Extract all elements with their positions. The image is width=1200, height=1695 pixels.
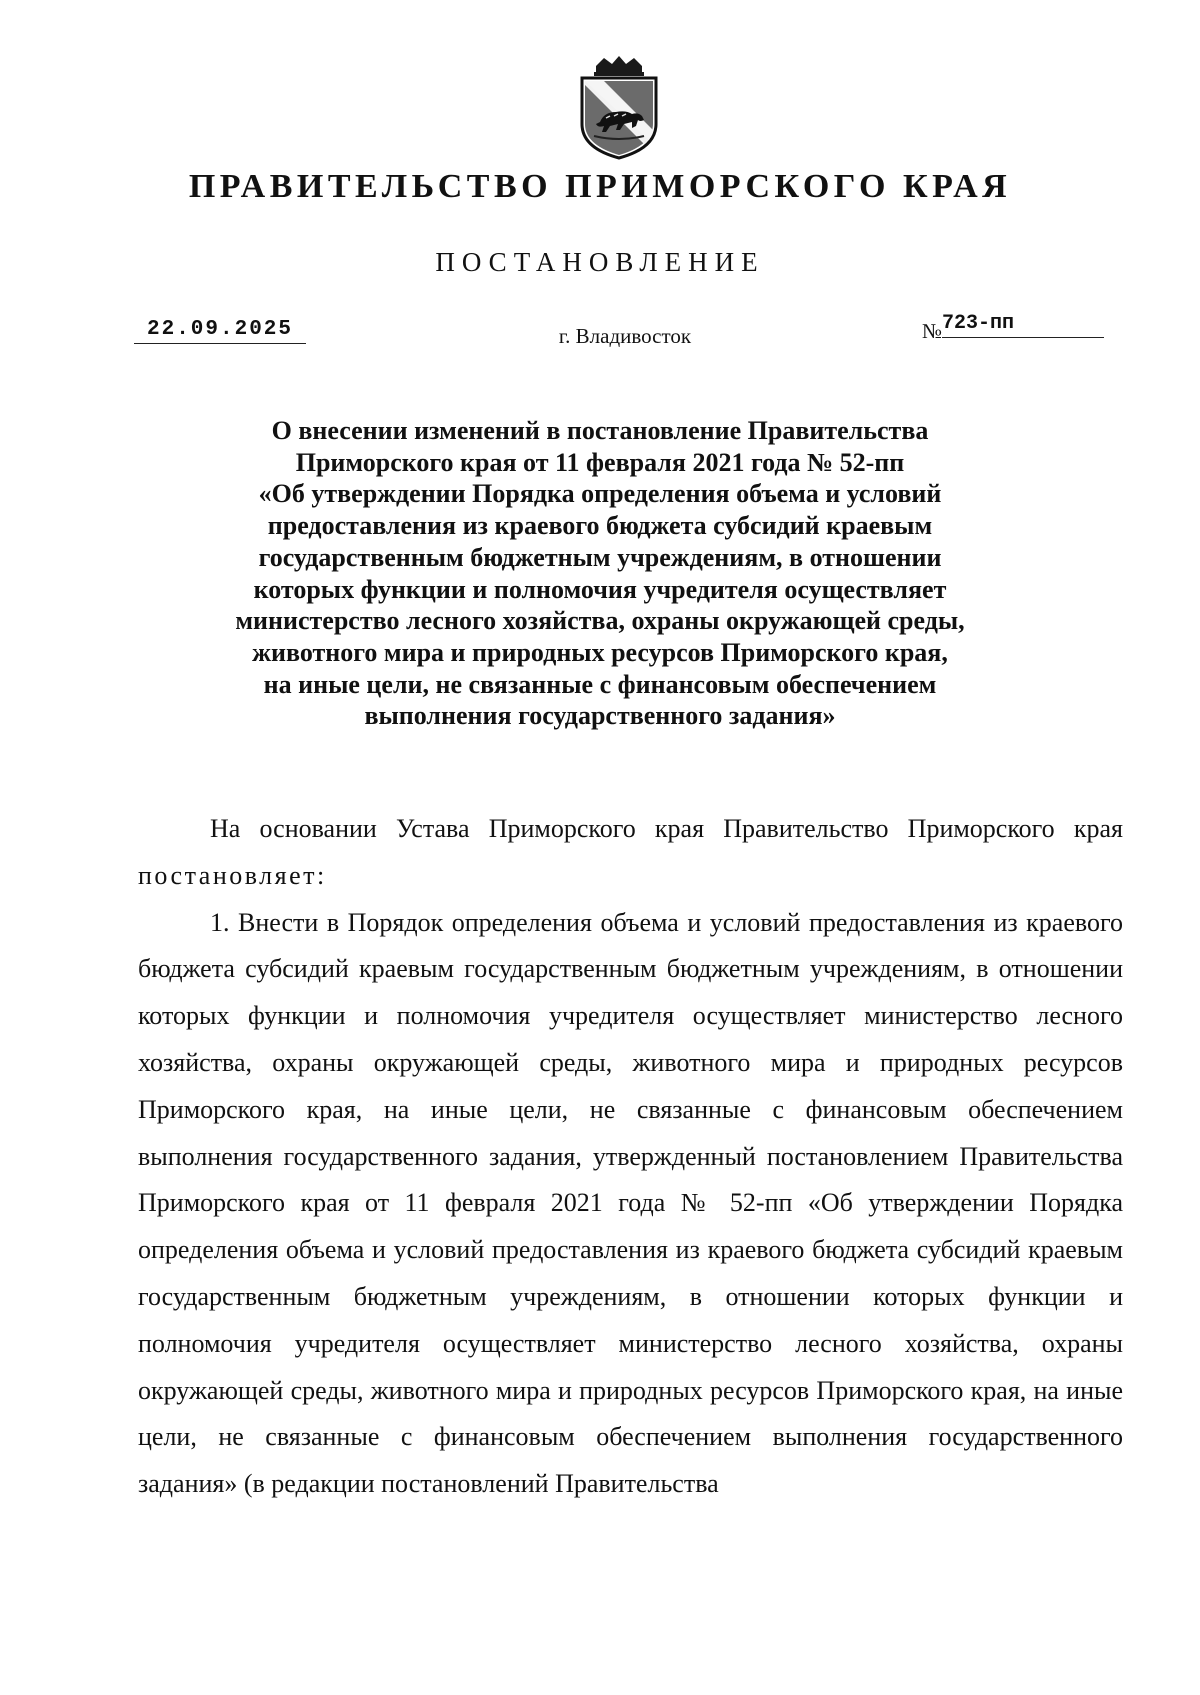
preamble-resolves: постановляет: bbox=[138, 860, 327, 890]
preamble-paragraph bbox=[138, 806, 1123, 900]
document-city: г. Владивосток bbox=[558, 324, 692, 348]
subject-line: которых функции и полномочия учредителя осуществляет bbox=[253, 574, 947, 604]
subject-line: государственным бюджетным учреждениям, в отношении bbox=[258, 542, 942, 572]
subject-line: министерство лесного хозяйства, охраны окружающей среды, bbox=[235, 606, 965, 636]
government-title: ПРАВИТЕЛЬСТВО ПРИМОРСКОГО КРАЯ bbox=[188, 168, 1012, 205]
document-body bbox=[138, 806, 1123, 1508]
document-number bbox=[922, 312, 1112, 344]
subject-line: «Об утверждении Порядка определения объема и условий bbox=[258, 479, 942, 509]
subject-line: животного мира и природных ресурсов Приморского края, bbox=[252, 637, 948, 667]
document-type: ПОСТАНОВЛЕНИЕ bbox=[435, 247, 765, 277]
paragraph-1: 1. Внести в Порядок определения объема и условий предоставления из краевого бюджета субсидий краевым государственным бюджетным учреждениям, в отношении которых функции и полномочия учредителя осуществляет министерство лесного хозяйства, охраны окружающей среды, животного мира и природных ресурсов Приморского края, на иные цели, не связанные с финансовым обеспечением выполнения государственного задания, утвержденный постановлением Правительства Приморского края от 11 февраля 2021 года № 52-пп «Об утверждении Порядка определения объема и условий предоставления из краевого бюджета субсидий краевым государственным бюджетным учреждениям, в отношении которых функции и полномочия учредителя осуществляет министерство лесного хозяйства, охраны окружающей среды, животного мира и природных ресурсов Приморского края, на иные цели, не связанные с финансовым обеспечением выполнения государственного задания» (в редакции постановлений Правительства bbox=[138, 907, 1123, 1499]
coat-of-arms-icon bbox=[574, 56, 664, 160]
number-sign: № bbox=[922, 319, 943, 343]
document-meta-row bbox=[0, 312, 1200, 358]
preamble-text: На основании Устава Приморского края Правительство Приморского края bbox=[210, 814, 1123, 843]
subject-line: Приморского края от 11 февраля 2021 года № 52-пп bbox=[295, 447, 905, 477]
subject-line: предоставления из краевого бюджета субсидий краевым bbox=[267, 511, 933, 541]
number-value: 723-пп bbox=[942, 312, 1104, 338]
subject-line: выполнения государственного задания» bbox=[364, 701, 836, 731]
subject-line: на иные цели, не связанные с финансовым обеспечением bbox=[263, 669, 937, 699]
document-date: 22.09.2025 bbox=[134, 318, 306, 344]
subject-line: О внесении изменений в постановление Правительства bbox=[271, 416, 929, 445]
document-subject bbox=[150, 415, 1050, 732]
